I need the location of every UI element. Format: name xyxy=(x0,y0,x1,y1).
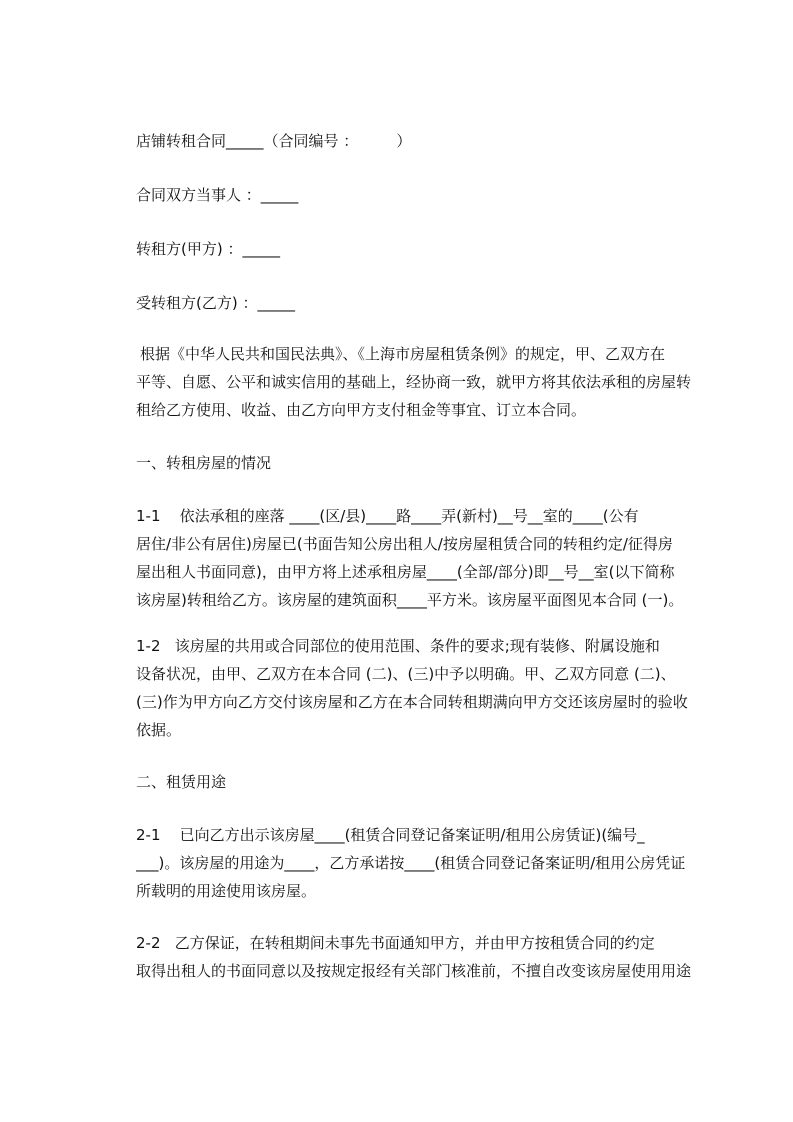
clause-1-2 xyxy=(136,632,706,744)
clause-2-1 xyxy=(136,821,706,905)
clause-line: 取得出租人的书面同意以及按规定报经有关部门核准前，不擅自改变该房屋使用用途 xyxy=(136,962,692,980)
contract-title: 店铺转租合同_____（合同编号 ： ） xyxy=(136,132,412,150)
clause-line: 1-2 该房屋的共用或合同部位的使用范围、条件的要求;现有装修、附属设施和 xyxy=(136,637,660,655)
clause-line: 所载明的用途使用该房屋。 xyxy=(136,882,317,900)
preamble-line: 根据《中华人民共和国民法典》、《上海市房屋租赁条例》的规定，甲、乙双方在 xyxy=(140,345,666,363)
preamble-line: 租给乙方使用、收益、由乙方向甲方支付租金等事宜、订立本合同。 xyxy=(136,401,587,419)
parties-line: 合同双方当事人 ：_____ xyxy=(136,186,299,204)
clause-line: 该房屋)转租给乙方。该房屋的建筑面积____平方米。该房屋平面图见本合同 (一)。 xyxy=(136,591,684,609)
preamble-paragraph xyxy=(136,340,706,424)
clause-line: 1-1 依法承租的座落 ____(区/县)____路____弄(新村)__号__室的____(公有 xyxy=(136,507,639,525)
preamble-line: 平等、自愿、公平和诚实信用的基础上，经协商一致，就甲方将其依法承租的房屋转 xyxy=(136,373,692,391)
lessee-line: 受转租方(乙方) ：_____ xyxy=(136,294,295,312)
section-1-heading: 一、转租房屋的情况 xyxy=(136,454,272,472)
clause-2-2 xyxy=(136,929,706,985)
clause-line: ___)。该房屋的用途为____，乙方承诺按____(租赁合同登记备案证明/租用公房凭证 xyxy=(136,854,686,872)
clause-1-1 xyxy=(136,502,706,614)
lessor-line: 转租方(甲方) ：_____ xyxy=(136,240,280,258)
clause-line: 2-1 已向乙方出示该房屋____(租赁合同登记备案证明/租用公房赁证)(编号_ xyxy=(136,826,645,844)
clause-line: 设备状况，由甲、乙双方在本合同 (二)、(三)中予以明确。甲、乙双方同意 (二)、 xyxy=(136,665,676,683)
clause-line: (三)作为甲方向乙方交付该房屋和乙方在本合同转租期满向甲方交还该房屋时的验收 xyxy=(136,693,688,711)
clause-line: 2-2 乙方保证，在转租期间未事先书面通知甲方，并由甲方按租赁合同的约定 xyxy=(136,934,655,952)
clause-line: 依据。 xyxy=(136,721,182,739)
clause-line: 屋出租人书面同意)，由甲方将上述承租房屋____(全部/部分)即__号__室(以下简称 xyxy=(136,563,675,581)
section-2-heading: 二、租赁用途 xyxy=(136,773,227,791)
clause-line: 居住/非公有居住)房屋已(书面告知公房出租人/按房屋租赁合同的转租约定/征得房 xyxy=(136,535,673,553)
